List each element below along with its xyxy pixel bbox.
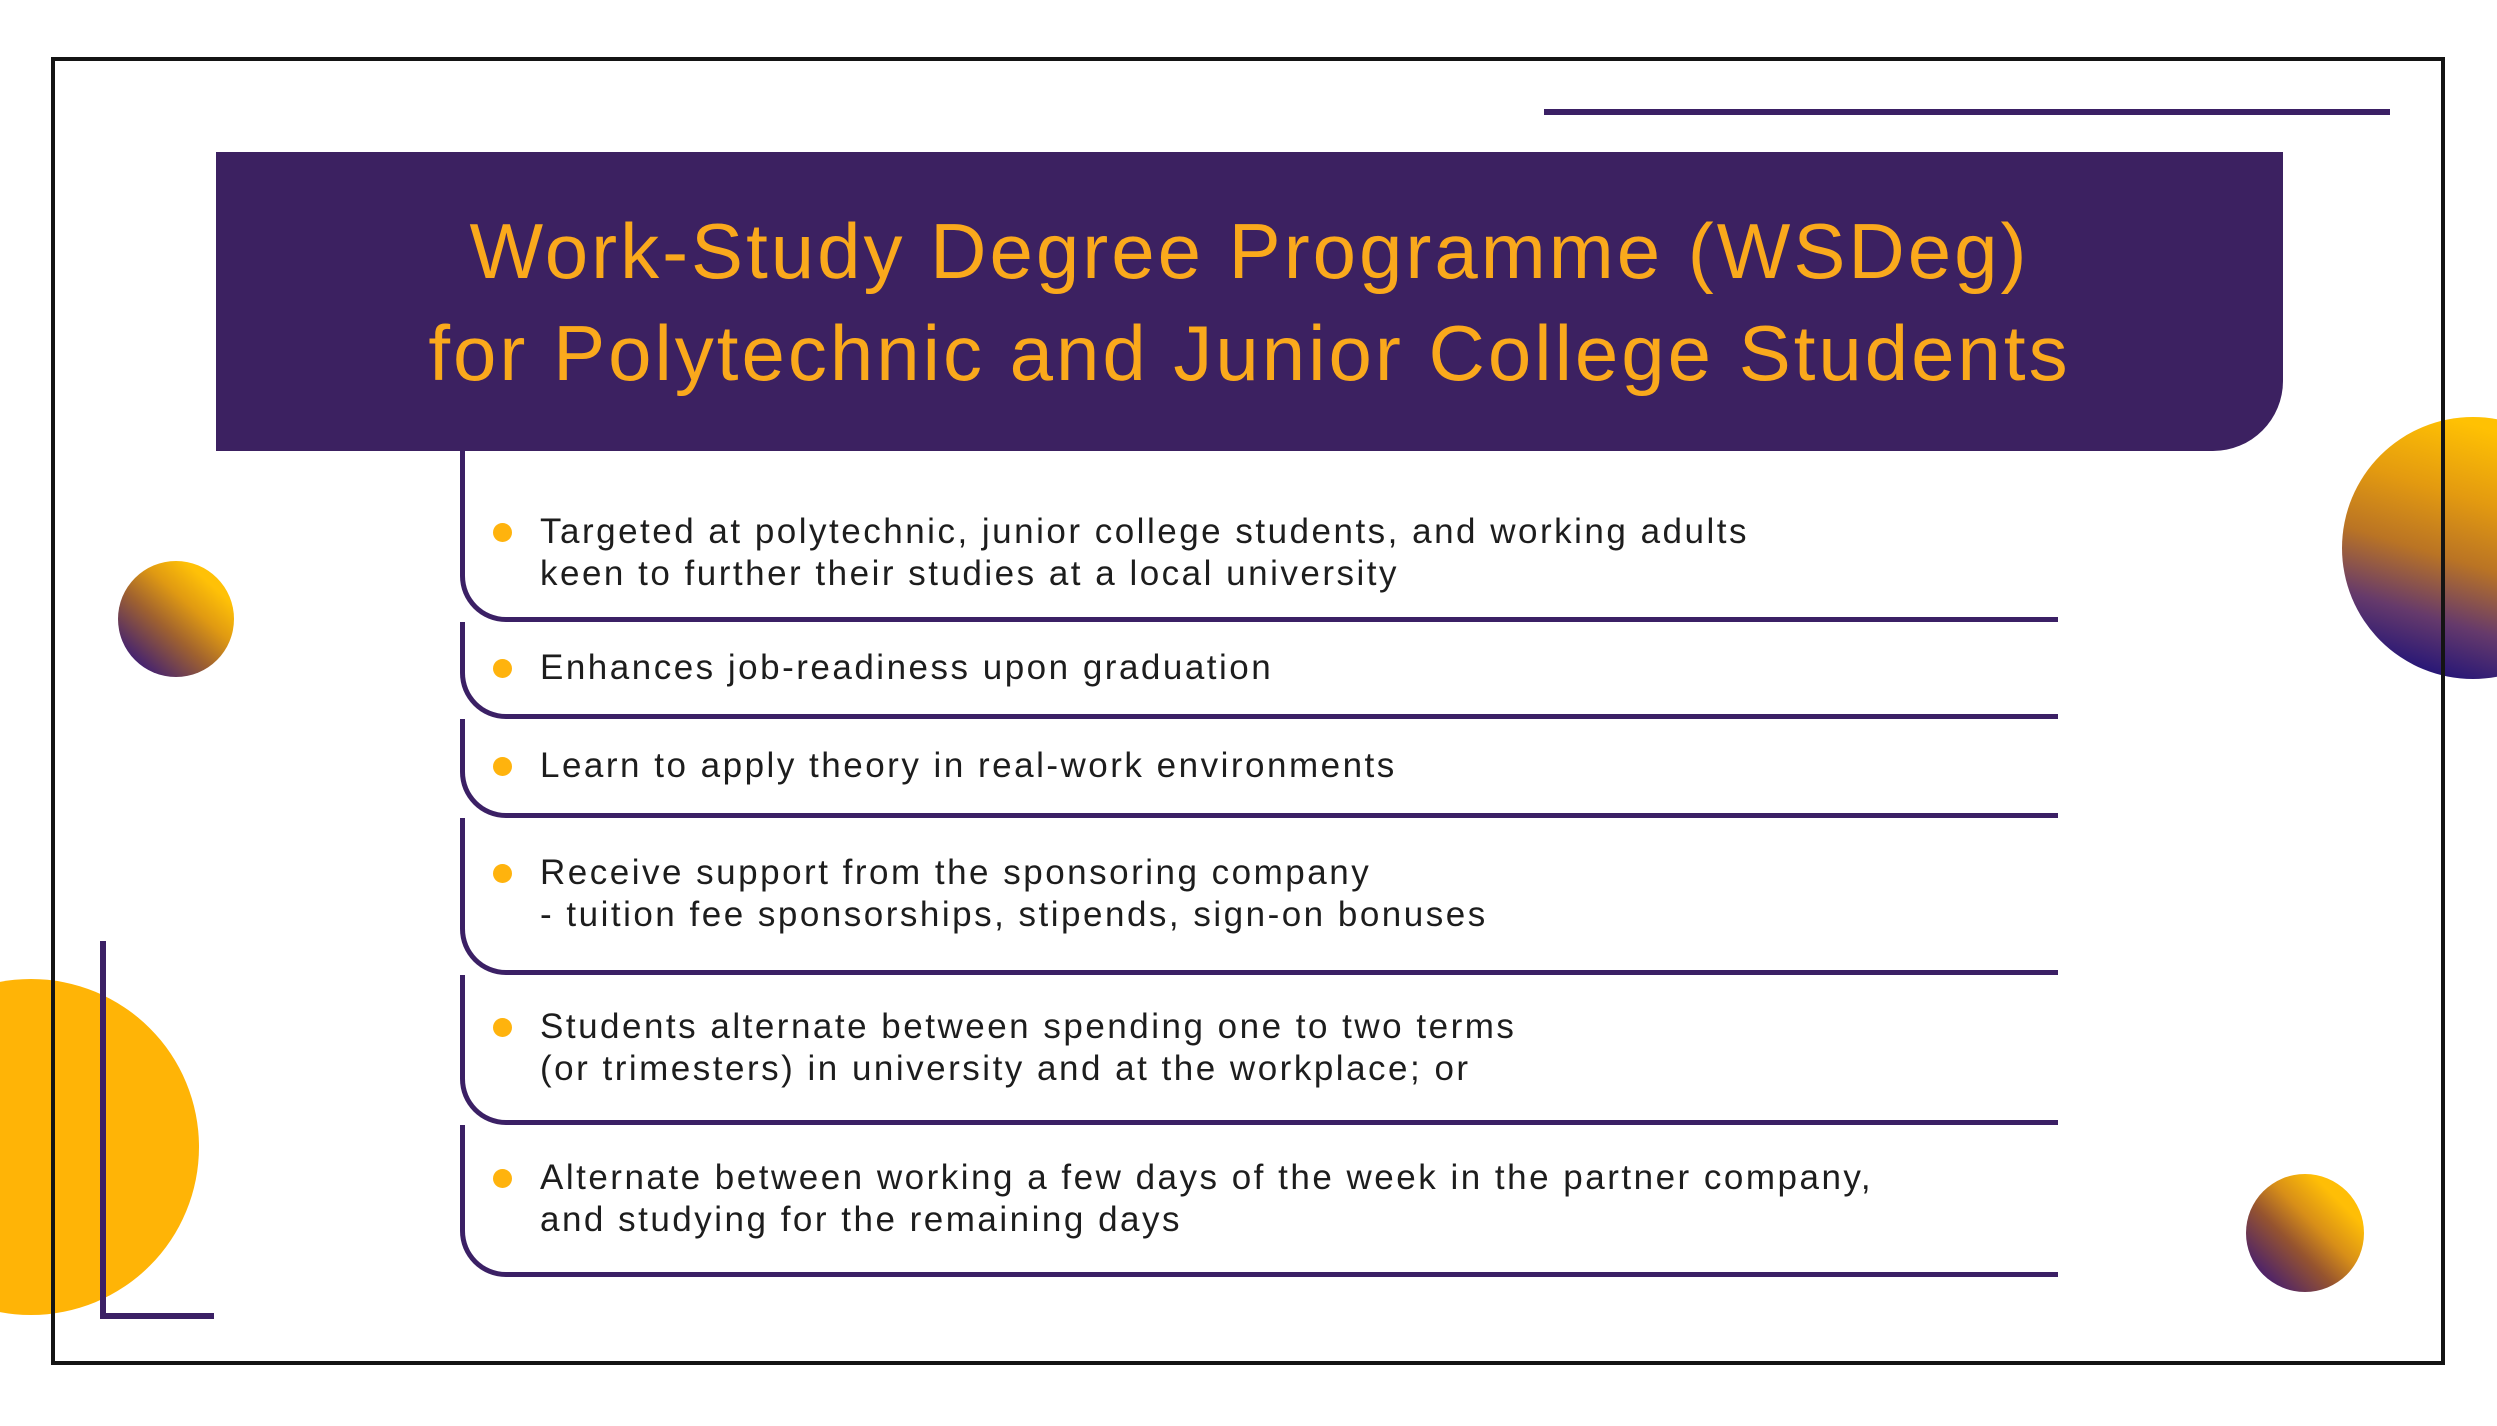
list-item-row <box>465 745 2058 787</box>
bullet-list <box>460 451 2058 1277</box>
list-item-line: and studying for the remaining days <box>540 1199 1182 1239</box>
list-item-text <box>540 1006 1516 1090</box>
list-item-line: Students alternate between spending one to two terms <box>540 1006 1517 1046</box>
list-item-row <box>465 511 2058 595</box>
bullet-dot-icon <box>493 523 512 542</box>
list-item-row <box>465 1157 2058 1241</box>
list-item-text <box>540 852 1488 936</box>
list-item-text <box>540 511 1749 595</box>
list-item <box>460 975 2058 1125</box>
list-item-line: Targeted at polytechnic, junior college students, and working adults <box>540 512 1749 551</box>
bullet-dot-icon <box>493 757 512 776</box>
title-banner <box>216 152 2283 451</box>
list-item-line: Receive support from the sponsoring company <box>540 853 1372 892</box>
list-item-text <box>540 647 1273 689</box>
bullet-dot-icon <box>493 1169 512 1188</box>
page-title-line-1: Work-Study Degree Programme (WSDeg) <box>469 206 2030 295</box>
bullet-dot-icon <box>493 864 512 883</box>
page-title-line-2: for Polytechnic and Junior College Students <box>428 308 2071 397</box>
top-accent-line <box>1544 109 2390 115</box>
list-item-text <box>540 745 1397 787</box>
list-item-text <box>540 1157 1873 1241</box>
list-item-line: Learn to apply theory in real-work environments <box>540 746 1397 785</box>
list-item-line: keen to further their studies at a local university <box>540 554 1399 593</box>
list-item <box>460 451 2058 622</box>
bullet-dot-icon <box>493 1018 512 1037</box>
list-item-line: - tuition fee sponsorships, stipends, sign-on bonuses <box>540 895 1488 934</box>
list-item <box>460 622 2058 719</box>
list-item <box>460 719 2058 818</box>
list-item-row <box>465 852 2058 936</box>
list-item-row <box>465 1006 2058 1090</box>
bullet-dot-icon <box>493 659 512 678</box>
list-item-row <box>465 647 2058 689</box>
list-item-line: Alternate between working a few days of the week in the partner company, <box>540 1157 1874 1197</box>
list-item-line: Enhances job-readiness upon graduation <box>540 648 1274 687</box>
list-item <box>460 818 2058 975</box>
list-item <box>460 1125 2058 1277</box>
list-item-line: (or trimesters) in university and at the workplace; or <box>540 1048 1471 1088</box>
